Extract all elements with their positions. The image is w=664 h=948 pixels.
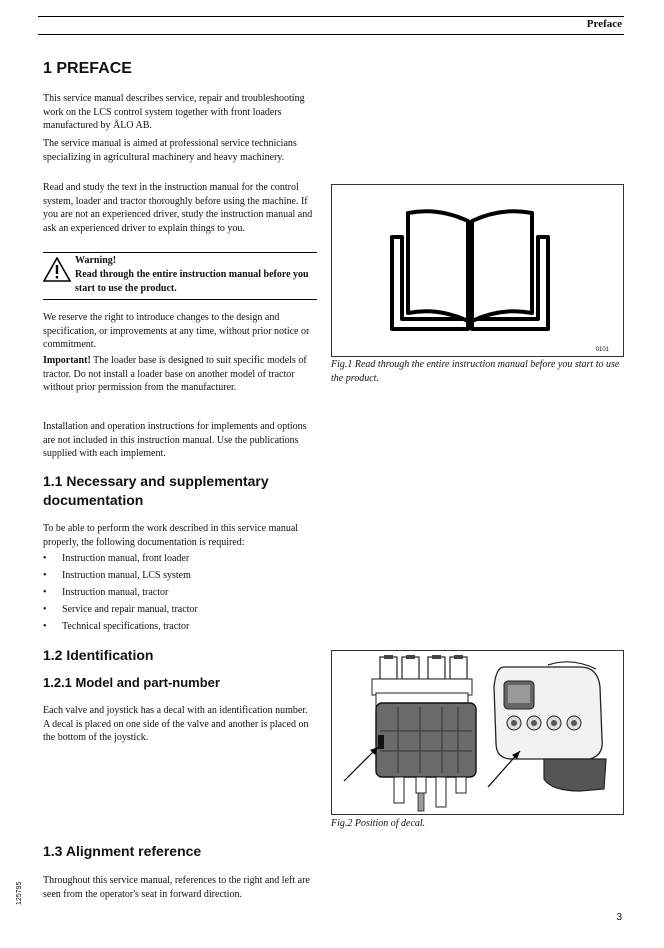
figure-1-caption: Fig.1 Read through the entire instruction manual before you start to use the product.	[331, 359, 620, 384]
warning-triangle-icon	[43, 257, 71, 282]
section-1-2-heading: 1.2 Identification	[43, 647, 154, 663]
documentation-list	[43, 553, 315, 638]
figure-1-frame	[331, 184, 624, 357]
figure-1-number: 0101	[595, 347, 609, 353]
section-1-3-heading: 1.3 Alignment reference	[43, 843, 202, 859]
important-text: The loader base is designed to suit specific models of tractor. Do not install a loader base on another model of tractor without prior permission from the manufacturer.	[43, 355, 307, 394]
joystick-icon	[482, 659, 620, 809]
page-number: 3	[616, 912, 622, 923]
preface-paragraph-4: We reserve the right to introduce changes to the design and specification, or improvements at any time, without prior notice or commitment.	[43, 312, 310, 351]
section-1-3-text: Throughout this service manual, references to the right and left are seen from the operator's seat in forward direction.	[43, 875, 310, 900]
preface-paragraph-2: The service manual is aimed at professional service technicians specializing in agricultural machinery and heavy machinery.	[43, 138, 297, 163]
header-bottom-rule	[38, 34, 624, 35]
section-1-2-1-heading: 1.2.1 Model and part-number	[43, 675, 220, 690]
preface-paragraph-1: This service manual describes service, repair and troubleshooting work on the LCS control system together with front loaders manufactured by ÅLO AB.	[43, 93, 305, 132]
list-item: • Instruction manual, front loader	[43, 553, 315, 570]
preface-paragraph-3: Read and study the text in the instruction manual for the control system, loader and tractor thoroughly before using the machine. If you are not an experienced driver, study the instruction manual and ask an experienced driver to explain things to you.	[43, 182, 313, 234]
section-1-2-text: Each valve and joystick has a decal with an identification number. A decal is placed on one side of the valve and another is placed on the bottom of the joystick.	[43, 705, 309, 744]
warning-text: Read through the entire instruction manual before you start to use the product.	[75, 269, 309, 294]
preface-heading: 1 PREFACE	[43, 60, 132, 77]
open-book-icon	[388, 207, 552, 333]
document-id: 125795	[16, 881, 23, 905]
list-item: • Service and repair manual, tractor	[43, 604, 315, 621]
section-1-1-intro: To be able to perform the work described in this service manual properly, the following documentation is required:	[43, 523, 299, 548]
important-paragraph	[43, 354, 315, 395]
section-1-1-heading: 1.1 Necessary and supplementary documentation	[43, 473, 269, 508]
list-item: • Instruction manual, tractor	[43, 587, 315, 604]
figure-2-frame	[331, 650, 624, 815]
important-label: Important!	[43, 355, 91, 366]
warning-title: Warning!	[75, 255, 117, 266]
warning-box	[43, 252, 317, 300]
list-item: • Technical specifications, tractor	[43, 621, 315, 638]
preface-paragraph-5: Installation and operation instructions for implements and options are not included in this instruction manual. Use the publications supplied with each implement.	[43, 421, 307, 460]
header-top-rule	[38, 16, 624, 17]
list-item: • Instruction manual, LCS system	[43, 570, 315, 587]
running-header: Preface	[586, 18, 622, 30]
figure-2-caption: Fig.2 Position of decal.	[331, 818, 426, 829]
